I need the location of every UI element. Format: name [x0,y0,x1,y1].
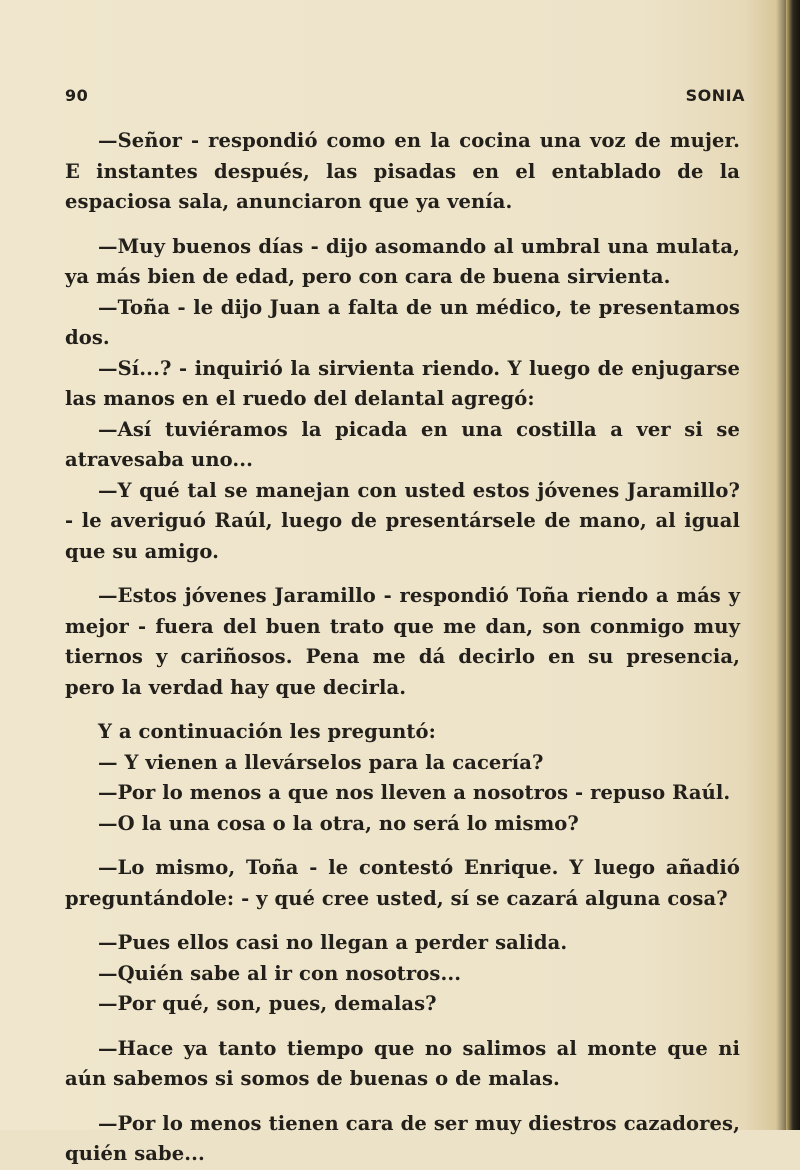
paragraph: —Sí...? - inquirió la sirvienta riendo. Y luego de enjugarse las manos en el ruedo del delantal agregó: [65,356,740,410]
paragraph: —Hace ya tanto tiempo que no salimos al monte que ni aún sabemos si somos de buenas o de malas. [65,1036,740,1090]
paragraph: Y a continuación les preguntó: [98,720,436,743]
paragraph: —Señor - respondió como en la cocina una voz de mujer. E instantes después, las pisadas en el entablado de la espaciosa sala, anunciaron que ya venía. [65,129,740,213]
paragraph: —Por lo menos a que nos lleven a nosotros - repuso Raúl. [98,781,731,804]
paragraph: —Pues ellos casi no llegan a perder salida. [98,931,568,954]
paragraph: —Por lo menos tienen cara de ser muy diestros cazadores, quién sabe... [65,1111,740,1165]
page-number: 90 [65,86,89,105]
paragraph: —Y qué tal se manejan con usted estos jóvenes Jaramillo? - le averiguó Raúl, luego de presentársele de mano, al igual que su amigo. [65,478,740,563]
running-head: SONIA [685,86,745,105]
paragraph: —Quién sabe al ir con nosotros... [98,961,462,985]
paragraph: —Toña - le dijo Juan a falta de un médico, te presentamos dos. [65,295,740,349]
paragraph: —Estos jóvenes Jaramillo - respondió Toña riendo a más y mejor - fuera del buen trato que me dan, son conmigo muy tiernos y cariñosos. Pena me dá decirlo en su presencia, pero la verdad hay que decirla. [65,584,740,699]
paragraph: — Y vienen a llevárselos para la cacería? [98,750,544,774]
paragraph: —Así tuviéramos la picada en una costilla a ver si se atravesaba uno... [65,417,740,471]
book-spine-edge [786,0,800,1130]
paragraph: —Lo mismo, Toña - le contestó Enrique. Y luego añadió preguntándole: - y qué cree usted, sí se cazará alguna cosa? [65,856,740,910]
paragraph: —Muy buenos días - dijo asomando al umbral una mulata, ya más bien de edad, pero con cara de buena sirvienta. [65,234,740,288]
body-text [65,126,740,1170]
paragraph: —Por qué, son, pues, demalas? [98,992,437,1015]
page-header [65,86,745,110]
paragraph: —O la una cosa o la otra, no será lo mismo? [98,811,579,835]
